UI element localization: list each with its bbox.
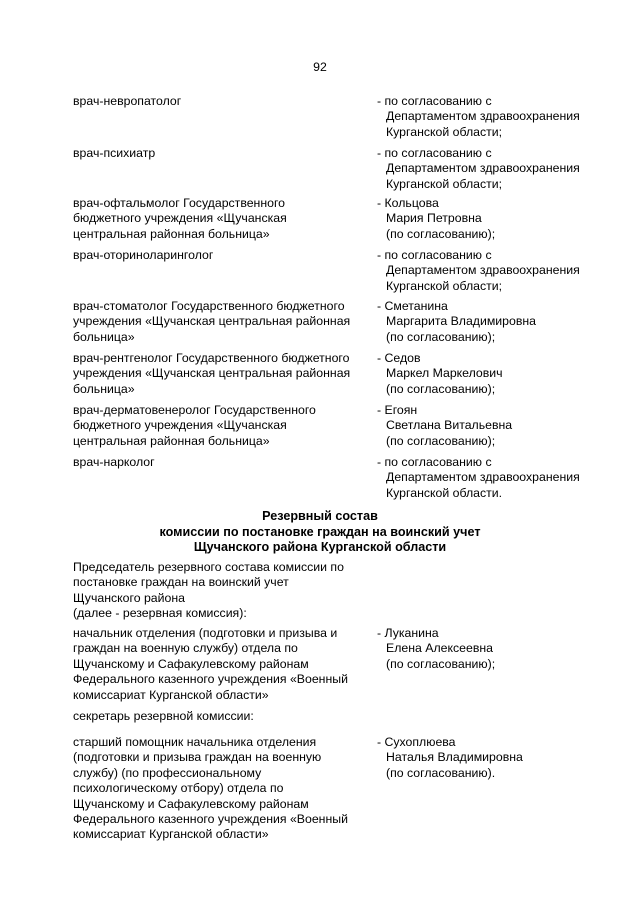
assignment-line: Мария Петровна xyxy=(386,211,482,226)
member-position: врач-рентгенолог Государственного бюджетного учреждения «Щучанская центральная районная больница» xyxy=(73,351,351,396)
assignment-line: Департаментом здравоохранения xyxy=(386,263,580,278)
reserve-heading-line: комиссии по постановке граждан на воинский учет xyxy=(159,524,481,539)
assignment-line: Курганской области; xyxy=(386,278,503,293)
assignment-line: (по согласованию). xyxy=(386,765,496,780)
assignment-line: (по согласованию); xyxy=(386,329,496,344)
member-position: врач-нарколог xyxy=(73,455,155,469)
assignment-line: (по согласованию); xyxy=(386,381,496,396)
assignment-line: Курганской области; xyxy=(386,124,503,139)
assignment-line: - Кольцова xyxy=(377,196,439,210)
assignment-line: (по согласованию); xyxy=(386,226,496,241)
assignment-line: - Луканина xyxy=(377,626,439,640)
assignment-line: - по согласованию с xyxy=(377,455,492,469)
member-position: врач-стоматолог Государственного бюджетного учреждения «Щучанская центральная районная больница» xyxy=(73,299,351,344)
member-assignment xyxy=(377,626,607,672)
assignment-line: Маргарита Владимировна xyxy=(386,314,536,329)
assignment-line: Департаментом здравоохранения xyxy=(386,470,580,485)
assignment-line: (по согласованию); xyxy=(386,433,496,448)
member-position: врач-дерматовенеролог Государственного бюджетного учреждения «Щучанская центральная районная больница» xyxy=(73,403,316,448)
member-position: врач-невропатолог xyxy=(73,94,182,108)
assignment-line: Курганской области. xyxy=(386,485,503,500)
assignment-line: - Седов xyxy=(377,351,421,365)
assignment-line: Елена Алексеевна xyxy=(386,641,493,656)
page-number: 92 xyxy=(313,60,327,74)
chairman-intro: Председатель резервного состава комиссии по постановке граждан на воинский учет Щучанского района (далее - резервная комиссия): xyxy=(73,560,344,621)
assignment-line: (по согласованию); xyxy=(386,656,496,671)
member-position: врач-психиатр xyxy=(73,146,156,160)
member-assignment xyxy=(377,403,607,449)
assignment-line: - Сухоплюева xyxy=(377,735,456,749)
assignment-line: Светлана Витальевна xyxy=(386,418,513,433)
assignment-line: Курганской области; xyxy=(386,176,503,191)
member-position: врач-оториноларинголог xyxy=(73,248,214,262)
assignment-line: Наталья Владимировна xyxy=(386,750,523,765)
member-assignment xyxy=(377,455,607,501)
member-assignment xyxy=(377,248,607,294)
member-assignment xyxy=(377,94,607,140)
member-position: врач-офтальмолог Государственного бюджетного учреждения «Щучанская центральная районная больница» xyxy=(73,196,287,241)
reserve-heading-line: Щучанского района Курганской области xyxy=(193,540,447,555)
assignment-line: - по согласованию с xyxy=(377,94,492,108)
member-assignment xyxy=(377,735,607,781)
reserve-heading xyxy=(0,509,640,556)
reserve-heading-line: Резервный состав xyxy=(262,509,378,523)
member-assignment xyxy=(377,299,607,345)
assignment-line: Департаментом здравоохранения xyxy=(386,109,580,124)
member-position: начальник отделения (подготовки и призыва и граждан на военную службу) отдела по Щучанскому и Сафакулевскому районам Федерального казенного учреждения «Военный комиссариат Курганской области» xyxy=(73,626,348,702)
member-assignment xyxy=(377,351,607,397)
member-assignment xyxy=(377,196,607,242)
assignment-line: Департаментом здравоохранения xyxy=(386,161,580,176)
member-position: старший помощник начальника отделения (подготовки и призыва граждан на военную службу) (по профессиональному психологическому отбору) отдела по Щучанскому и Сафакулевскому районам Федерального казенного учреждения «Военный комиссариат Курганской области» xyxy=(73,735,348,842)
assignment-line: - по согласованию с xyxy=(377,146,492,160)
assignment-line: - по согласованию с xyxy=(377,248,492,262)
member-assignment xyxy=(377,146,607,192)
assignment-line: Маркел Маркелович xyxy=(386,366,503,381)
assignment-line: - Егоян xyxy=(377,403,418,417)
assignment-line: - Сметанина xyxy=(377,299,448,313)
secretary-label: секретарь резервной комиссии: xyxy=(73,709,254,723)
